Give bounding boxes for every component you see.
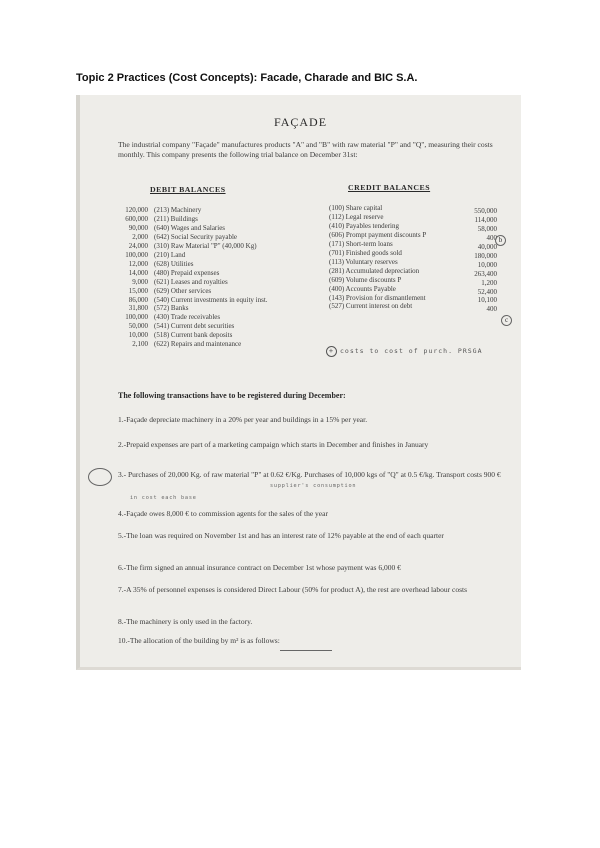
debit-amount: 12,000 [128, 259, 148, 268]
credit-row [329, 294, 497, 303]
handwritten-circle-mark: c [501, 315, 512, 326]
debit-account-label: (629) Other services [154, 286, 212, 295]
debit-account-label: (213) Machinery [154, 206, 202, 214]
intro-paragraph: The industrial company "Façade" manufactures products "A" and "B" with raw material "P" and "Q", measuring their costs monthly. This company presents the following trial balance on December 31st: [118, 140, 493, 159]
debit-amount: 31,800 [128, 304, 148, 313]
debit-account-label: (310) Raw Material "P" (40,000 Kg) [154, 241, 257, 250]
credit-amount: 10,100 [477, 296, 497, 305]
debit-row [114, 313, 220, 322]
debit-account-label: (621) Leases and royalties [154, 277, 228, 286]
debit-account-label: (572) Banks [154, 304, 189, 313]
transaction-item: 2.-Prepaid expenses are part of a marketing campaign which starts in December and finishes in January [118, 440, 429, 449]
debit-row [114, 331, 232, 340]
debit-row [114, 206, 201, 215]
debit-account-label: (640) Wages and Salaries [154, 223, 226, 232]
debit-amount: 600,000 [125, 214, 148, 223]
transaction-item: 5.-The loan was required on November 1st and has an interest rate of 12% payable at the end of each quarter [118, 531, 444, 540]
transaction-item: 6.-The firm signed an annual insurance contract on December 1st whose payment was 6,000 € [118, 563, 401, 572]
transaction-item: 3.- Purchases of 20,000 Kg. of raw material "P" at 0.62 €/Kg. Purchases of 10,000 kgs of "Q" at 0.5 €/kg. Transport costs 900 € [118, 470, 501, 479]
debit-amount: 120,000 [125, 206, 148, 214]
transactions-heading: The following transactions have to be registered during December: [118, 391, 346, 400]
handwritten-circle-mark [88, 468, 112, 486]
credit-account-label: (112) Legal reserve [329, 212, 384, 221]
transaction-item: 8.-The machinery is only used in the factory. [118, 617, 253, 626]
credit-row [329, 249, 497, 258]
debit-amount: 100,000 [125, 250, 148, 259]
credit-amount: 40,000 [477, 242, 497, 251]
credit-row [329, 276, 497, 285]
debit-row [114, 304, 188, 313]
debit-account-label: (430) Trade receivables [154, 313, 221, 322]
debit-account-label: (210) Land [154, 250, 186, 259]
debit-amount: 2,100 [132, 340, 148, 349]
transaction-item: 10.-The allocation of the building by m² is as follows: [118, 636, 280, 645]
credit-amount: 263,400 [474, 269, 497, 278]
debit-amount: 15,000 [128, 286, 148, 295]
debit-amount: 100,000 [125, 313, 148, 322]
credit-account-label: (113) Voluntary reserves [329, 257, 398, 266]
credit-amount: 1,200 [481, 278, 497, 287]
debit-amount: 50,000 [128, 322, 148, 331]
debit-account-label: (211) Buildings [154, 214, 198, 223]
credit-account-label: (701) Finished goods sold [329, 248, 402, 257]
debit-account-label: (480) Prepaid expenses [154, 268, 220, 277]
credit-amount: 114,000 [474, 215, 497, 224]
credit-account-label: (410) Payables tendering [329, 221, 399, 230]
debit-row [114, 215, 198, 224]
credit-amount: 10,000 [477, 260, 497, 269]
debit-row [114, 233, 237, 242]
debit-amount: 14,000 [128, 268, 148, 277]
handwritten-annotation: supplier's consumption [270, 483, 357, 489]
handwritten-circle-mark: b [495, 235, 506, 246]
credit-row [329, 258, 497, 267]
debit-amount: 10,000 [128, 331, 148, 340]
debit-row [114, 278, 228, 287]
debit-row [114, 260, 193, 269]
credit-row [329, 285, 497, 294]
debit-row [114, 296, 268, 305]
credit-account-label: (609) Volume discounts P [329, 275, 402, 284]
debit-row [114, 269, 219, 278]
debit-account-label: (518) Current bank deposits [154, 331, 233, 340]
debit-amount: 90,000 [128, 223, 148, 232]
debit-row [114, 287, 211, 296]
debit-amount: 24,000 [128, 241, 148, 250]
handwritten-note-text: costs to cost of purch. PRSGA [340, 347, 483, 355]
credit-account-label: (527) Current interest on debt [329, 302, 413, 311]
debit-account-label: (642) Social Security payable [154, 232, 238, 241]
credit-account-label: (281) Accumulated depreciation [329, 266, 420, 275]
debit-amount: 86,000 [128, 295, 148, 304]
credit-heading: CREDIT BALANCES [348, 183, 431, 192]
debit-row [114, 251, 185, 260]
debit-amount: 9,000 [132, 277, 148, 286]
sheet-title: FAÇADE [273, 115, 328, 129]
credit-row [329, 213, 497, 222]
debit-row [114, 322, 234, 331]
credit-account-label: (171) Short-term loans [329, 239, 393, 248]
handwritten-underline [280, 650, 332, 651]
credit-amount: 400 [486, 305, 497, 314]
credit-row [329, 267, 497, 276]
debit-amount: 2,000 [132, 232, 148, 241]
debit-account-label: (540) Current investments in equity inst. [154, 295, 268, 304]
debit-heading: DEBIT BALANCES [150, 185, 226, 194]
handwritten-annotation: in cost each base [130, 495, 197, 501]
credit-account-label: (143) Provision for dismantlement [329, 293, 426, 302]
credit-amount: 180,000 [474, 251, 497, 260]
credit-amount: 58,000 [477, 224, 497, 233]
debit-account-label: (622) Repairs and maintenance [154, 340, 242, 349]
debit-row [114, 340, 241, 349]
debit-account-label: (541) Current debt securities [154, 322, 235, 331]
credit-row [329, 231, 497, 240]
debit-account-label: (628) Utilities [154, 259, 194, 268]
credit-account-label: (606) Prompt payment discounts P [329, 230, 427, 239]
transaction-item: 7.-A 35% of personnel expenses is considered Direct Labour (50% for product A), the rest are overhead labour costs [118, 585, 468, 594]
credit-row [329, 302, 497, 314]
credit-row [329, 204, 497, 213]
credit-row [329, 222, 497, 231]
debit-row [114, 242, 257, 251]
debit-row [114, 224, 225, 233]
transaction-item: 4.-Façade owes 8,000 € to commission agents for the sales of the year [118, 509, 328, 518]
credit-amount: 52,400 [477, 287, 497, 296]
credit-amount: 400 [486, 233, 497, 242]
credit-amount: 550,000 [474, 206, 497, 215]
transaction-item: 1.-Façade depreciate machinery in a 20% per year and buildings in a 15% per year. [118, 415, 368, 424]
document-photo [76, 95, 521, 670]
handwritten-note [326, 346, 483, 357]
circled-plus-icon: + [326, 346, 337, 357]
credit-account-label: (100) Share capital [329, 204, 383, 212]
credit-row [329, 240, 497, 249]
credit-account-label: (400) Accounts Payable [329, 284, 396, 293]
page-title: Topic 2 Practices (Cost Concepts): Facade, Charade and BIC S.A. [76, 72, 418, 84]
